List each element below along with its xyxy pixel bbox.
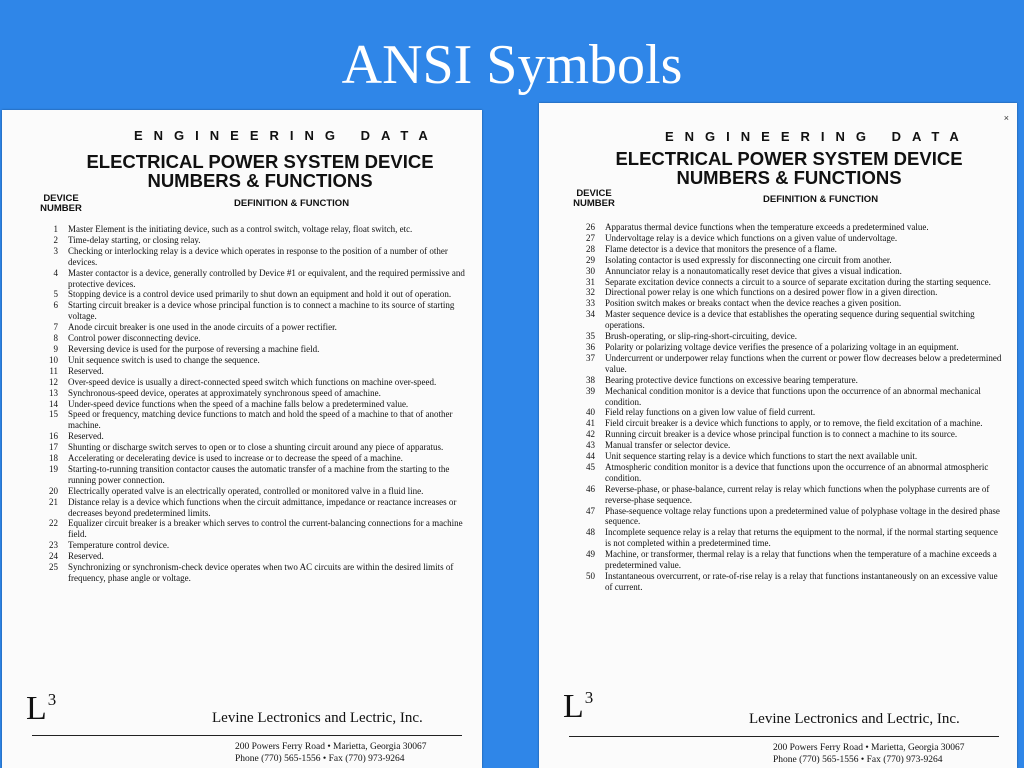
- definition-header: DEFINITION & FUNCTION: [234, 198, 350, 209]
- device-number: 2: [53, 234, 58, 245]
- device-definition: Equalizer circuit breaker is a breaker which serves to control the current-balancing connections for a machine field.: [68, 518, 463, 540]
- device-definition: Position switch makes or breaks contact when the device reaches a given position.: [605, 298, 902, 309]
- device-entry: [32, 224, 472, 235]
- phone-fax-line: Phone (770) 565-1556 • Fax (770) 973-9264: [235, 754, 405, 764]
- device-entry: [32, 453, 472, 464]
- device-definition: Phase-sequence voltage relay functions upon a predetermined value of polyphase voltage in the desired phase sequence.: [605, 505, 1000, 527]
- device-definition: Directional power relay is one which functions on a desired power flow in a given direction.: [605, 287, 938, 298]
- device-definition: Speed or frequency, matching device functions to match and hold the speed of a machine to that of another machine.: [68, 409, 453, 431]
- device-number: 40: [586, 407, 595, 418]
- device-number: 50: [586, 571, 595, 581]
- device-definition: Reserved.: [68, 365, 104, 376]
- device-entry: [569, 277, 1005, 288]
- document-title-line2: NUMBERS & FUNCTIONS: [147, 170, 373, 191]
- device-entry: [569, 549, 1005, 571]
- device-entry: [569, 386, 1005, 408]
- device-entry: [569, 484, 1005, 506]
- slide-title: ANSI Symbols: [341, 34, 683, 96]
- device-entry: [32, 399, 472, 410]
- logo-letter: L: [563, 688, 584, 725]
- page-corner-mark: ×: [1003, 113, 1009, 123]
- document-page-right: [539, 103, 1017, 768]
- device-entry: [569, 244, 1005, 255]
- device-definition: Reserved.: [68, 551, 104, 562]
- device-entry: [32, 333, 472, 344]
- device-number: 31: [586, 276, 595, 287]
- device-entry: [32, 246, 472, 268]
- device-definition: Over-speed device is usually a direct-connected speed switch which functions on machine over-speed.: [68, 376, 437, 387]
- device-definition: Reversing device is used for the purpose of reversing a machine field.: [68, 343, 320, 354]
- device-number: 33: [586, 298, 595, 309]
- device-number: 5: [53, 289, 58, 300]
- device-definition: Distance relay is a device which functions when the circuit admittance, impedance or reactance increases or decreases beyond predetermined limits.: [68, 496, 457, 518]
- device-number: 47: [586, 505, 595, 516]
- device-number-header-1: DEVICE: [576, 188, 612, 199]
- device-entry: [32, 355, 472, 366]
- device-entry: [32, 377, 472, 388]
- device-entry: [569, 506, 1005, 528]
- device-number: 9: [53, 343, 58, 354]
- device-number: 20: [49, 485, 58, 496]
- device-definition: Anode circuit breaker is one used in the anode circuits of a power rectifier.: [68, 322, 337, 333]
- device-definition: Electrically operated valve is an electrically operated, controlled or monitored valve in a fluid line.: [68, 485, 424, 496]
- device-number: 19: [49, 463, 58, 474]
- device-entry: [32, 409, 472, 431]
- device-number: 32: [586, 287, 595, 298]
- device-definition: Bearing protective device functions on excessive bearing temperature.: [605, 374, 858, 385]
- device-number: 17: [49, 442, 58, 453]
- device-number: 8: [53, 333, 58, 344]
- device-definition: Atmospheric condition monitor is a device that functions upon the occurrence of an abnormal atmospheric condition.: [605, 461, 989, 483]
- device-number: 16: [49, 431, 58, 442]
- device-number-header-2: NUMBER: [573, 198, 615, 209]
- device-definition: Incomplete sequence relay is a relay that returns the equipment to the normal, if the normal starting sequence is not completed within a predetermined time.: [605, 527, 998, 549]
- device-definition: Synchronous-speed device, operates at approximately synchronous speed of amachine.: [68, 387, 381, 398]
- device-definition: Stopping device is a control device used primarily to shut down an equipment and hold it out of operation.: [68, 289, 452, 300]
- device-number: 45: [586, 461, 595, 472]
- device-entry: [32, 344, 472, 355]
- device-definition: Accelerating or decelerating device is used to increase or to decrease the speed of a machine.: [68, 453, 403, 464]
- device-definition: Starting circuit breaker is a device whose principal function is to connect a machine to its source of starting voltage.: [68, 300, 455, 322]
- device-number: 18: [49, 453, 58, 464]
- device-number: 39: [586, 385, 595, 396]
- device-definition: Running circuit breaker is a device whose principal function is to connect a machine to its source.: [605, 429, 958, 440]
- device-entry: [32, 464, 472, 486]
- device-definition: Control power disconnecting device.: [68, 333, 201, 344]
- company-logo: [26, 690, 56, 728]
- device-number: 26: [586, 222, 595, 232]
- device-entry: [32, 366, 472, 377]
- device-entry: [569, 375, 1005, 386]
- device-entry: [32, 551, 472, 562]
- device-definition: Apparatus thermal device functions when the temperature exceeds a predetermined value.: [605, 222, 929, 232]
- engineering-data-header: ENGINEERING DATA: [134, 128, 439, 143]
- device-number-header-2: NUMBER: [40, 203, 82, 214]
- footer-divider: [32, 735, 462, 736]
- device-definition: Unit sequence starting relay is a device which functions to start the next available unit.: [605, 451, 918, 462]
- device-number: 38: [586, 374, 595, 385]
- device-entry: [32, 518, 472, 540]
- device-number: 37: [586, 352, 595, 363]
- entries-list-left: [32, 224, 472, 584]
- device-number: 34: [586, 309, 595, 320]
- device-number: 3: [53, 245, 58, 256]
- device-definition: Temperature control device.: [68, 540, 170, 551]
- device-number: 36: [586, 341, 595, 352]
- device-definition: Instantaneous overcurrent, or rate-of-rise relay is a relay that functions instantaneously on an excessive value of current.: [605, 571, 998, 592]
- device-number: 28: [586, 243, 595, 254]
- device-entry: [32, 540, 472, 551]
- device-number: 27: [586, 232, 595, 243]
- device-number: 35: [586, 331, 595, 342]
- device-number: 21: [49, 496, 58, 507]
- device-entry: [569, 527, 1005, 549]
- device-definition: Mechanical condition monitor is a device that functions upon the occurrence of an abnormal mechanical condition.: [605, 385, 981, 407]
- document-title-line2: NUMBERS & FUNCTIONS: [676, 167, 902, 188]
- address-line: 200 Powers Ferry Road • Marietta, Georgia 30067: [235, 742, 427, 752]
- device-entry: [569, 418, 1005, 429]
- device-definition: Undervoltage relay is a device which functions on a given value of undervoltage.: [605, 232, 898, 243]
- footer-divider: [569, 736, 999, 737]
- device-number-header-1: DEVICE: [43, 193, 79, 204]
- document-title-line1: ELECTRICAL POWER SYSTEM DEVICE: [615, 148, 963, 169]
- device-entry: [32, 322, 472, 333]
- device-definition: Synchronizing or synchronism-check device operates when two AC circuits are within the desired limits of frequency, phase angle or voltage.: [68, 562, 454, 583]
- device-definition: Manual transfer or selector device.: [605, 440, 731, 451]
- company-name: Levine Lectronics and Lectric, Inc.: [212, 710, 423, 726]
- device-number: 12: [49, 376, 58, 387]
- device-definition: Starting-to-running transition contactor causes the automatic transfer of a machine from the starting to the running power connection.: [68, 463, 450, 485]
- device-number: 4: [53, 267, 58, 278]
- device-number: 42: [586, 429, 595, 440]
- company-logo: [563, 688, 593, 726]
- device-entry: [569, 287, 1005, 298]
- device-number: 29: [586, 254, 595, 265]
- device-number: 10: [49, 354, 58, 365]
- device-definition: Master Element is the initiating device, such as a control switch, voltage relay, float switch, etc.: [68, 224, 413, 234]
- device-entry: [569, 222, 1005, 233]
- device-definition: Reserved.: [68, 431, 104, 442]
- device-number: 30: [586, 265, 595, 276]
- entries-list-right: [569, 222, 1005, 593]
- device-number: 43: [586, 440, 595, 451]
- device-definition: Unit sequence switch is used to change the sequence.: [68, 354, 260, 365]
- device-entry: [569, 342, 1005, 353]
- document-title-line1: ELECTRICAL POWER SYSTEM DEVICE: [86, 151, 434, 172]
- device-definition: Polarity or polarizing voltage device verifies the presence of a polarizing voltage in an equipment.: [605, 341, 959, 352]
- device-number: 41: [586, 418, 595, 429]
- device-entry: [32, 388, 472, 399]
- device-number: 14: [49, 398, 58, 409]
- device-entry: [32, 268, 472, 290]
- company-name: Levine Lectronics and Lectric, Inc.: [749, 711, 960, 727]
- engineering-data-header: ENGINEERING DATA: [665, 129, 970, 144]
- device-number: 6: [53, 300, 58, 311]
- device-definition: Field circuit breaker is a device which functions to apply, or to remove, the field excitation of a machine.: [605, 418, 983, 429]
- device-entry: [569, 298, 1005, 309]
- device-entry: [32, 235, 472, 246]
- device-definition: Checking or interlocking relay is a device which operates in response to the position of a number of other devices.: [68, 245, 448, 267]
- device-definition: Field relay functions on a given low value of field current.: [605, 407, 816, 418]
- device-number: 13: [49, 387, 58, 398]
- device-entry: [32, 442, 472, 453]
- device-entry: [32, 562, 472, 584]
- device-number: 46: [586, 483, 595, 494]
- device-entry: [32, 486, 472, 497]
- device-definition: Annunciator relay is a nonautomatically reset device that gives a visual indication.: [605, 265, 902, 276]
- device-entry: [569, 255, 1005, 266]
- device-entry: [569, 266, 1005, 277]
- device-number: 22: [49, 518, 58, 529]
- device-definition: Master sequence device is a device that establishes the operating sequence during sequential switching operations.: [605, 309, 975, 331]
- device-entry: [569, 331, 1005, 342]
- device-entry: [569, 571, 1005, 593]
- device-definition: Reverse-phase, or phase-balance, current relay is relay which functions when the polyphase currents are of reverse-phase sequence.: [605, 483, 990, 505]
- device-number: 11: [49, 365, 58, 376]
- device-definition: Time-delay starting, or closing relay.: [68, 234, 201, 245]
- logo-superscript: 3: [584, 688, 594, 707]
- device-number: 23: [49, 540, 58, 551]
- definition-header: DEFINITION & FUNCTION: [763, 194, 879, 205]
- device-entry: [32, 431, 472, 442]
- device-entry: [32, 289, 472, 300]
- address-line: 200 Powers Ferry Road • Marietta, Georgia 30067: [773, 743, 965, 753]
- device-entry: [569, 462, 1005, 484]
- device-entry: [569, 353, 1005, 375]
- device-definition: Shunting or discharge switch serves to open or to close a shunting circuit around any piece of apparatus.: [68, 442, 444, 453]
- device-definition: Undercurrent or underpower relay functions when the current or power flow decreases below a predetermined value.: [605, 352, 1002, 374]
- device-definition: Under-speed device functions when the speed of a machine falls below a predetermined value.: [68, 398, 409, 409]
- device-definition: Separate excitation device connects a circuit to a source of separate excitation during the starting sequence.: [605, 276, 991, 287]
- logo-superscript: 3: [47, 690, 57, 709]
- device-number: 49: [586, 549, 595, 560]
- logo-letter: L: [26, 690, 47, 727]
- document-page-left: [2, 110, 482, 768]
- device-number: 25: [49, 562, 58, 573]
- device-definition: Flame detector is a device that monitors the presence of a flame.: [605, 243, 837, 254]
- device-definition: Master contactor is a device, generally controlled by Device #1 or equivalent, and the required permissive and protective devices.: [68, 267, 465, 289]
- device-number: 1: [53, 224, 58, 234]
- device-number: 15: [49, 409, 58, 420]
- phone-fax-line: Phone (770) 565-1556 • Fax (770) 973-9264: [773, 755, 943, 765]
- device-definition: Brush-operating, or slip-ring-short-circuiting, device.: [605, 331, 797, 342]
- device-entry: [32, 497, 472, 519]
- device-definition: Machine, or transformer, thermal relay is a relay that functions when the temperature of a machine exceeds a predetermined value.: [605, 549, 997, 571]
- device-number: 44: [586, 451, 595, 462]
- device-definition: Isolating contactor is used expressly for disconnecting one circuit from another.: [605, 254, 892, 265]
- device-entry: [569, 440, 1005, 451]
- device-number: 7: [53, 322, 58, 333]
- device-entry: [569, 309, 1005, 331]
- device-entry: [569, 233, 1005, 244]
- device-entry: [569, 451, 1005, 462]
- device-number: 48: [586, 527, 595, 538]
- device-entry: [569, 429, 1005, 440]
- device-number: 24: [49, 551, 58, 562]
- device-entry: [569, 407, 1005, 418]
- device-entry: [32, 300, 472, 322]
